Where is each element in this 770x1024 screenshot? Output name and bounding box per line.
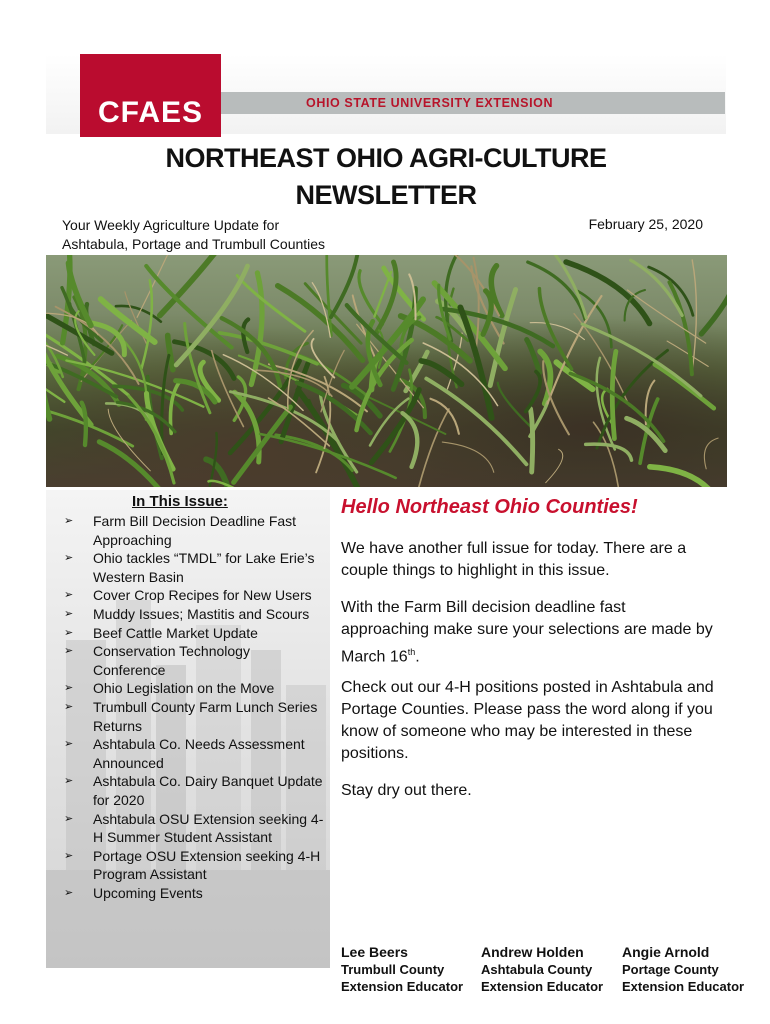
educator-role: Extension Educator xyxy=(341,979,464,994)
grass-blade xyxy=(704,438,718,469)
toc-item xyxy=(62,847,324,884)
educator-name: Angie Arnold xyxy=(622,944,710,960)
signature-block xyxy=(481,944,621,995)
arrowhead-bullet-icon: ➢ xyxy=(64,886,74,899)
educator-county: Ashtabula County xyxy=(481,962,593,977)
educator-county: Trumbull County xyxy=(341,962,445,977)
toc-item xyxy=(62,735,324,772)
toc-item-label: Ashtabula Co. Needs Assessment Announced xyxy=(93,736,305,771)
newsletter-subtitle xyxy=(62,216,392,254)
grass-blade xyxy=(628,290,706,343)
arrowhead-bullet-icon: ➢ xyxy=(64,700,74,713)
title-line-1: NORTHEAST OHIO AGRI-CULTURE xyxy=(165,143,607,173)
toc-item-label: Ashtabula OSU Extension seeking 4-H Summer Student Assistant xyxy=(93,810,324,846)
arrowhead-bullet-icon: ➢ xyxy=(64,645,74,658)
table-of-contents xyxy=(62,512,324,902)
issue-date: February 25, 2020 xyxy=(588,216,703,232)
intro-paragraph: We have another full issue for today. There are a couple things to highlight in this issue. xyxy=(341,540,687,579)
toc-item-label: Ashtabula Co. Dairy Banquet Update for 2020 xyxy=(93,773,323,808)
closing-paragraph: Stay dry out there. xyxy=(341,782,472,799)
grass-blade xyxy=(442,442,494,472)
grass-blade xyxy=(586,444,632,460)
arrowhead-bullet-icon: ➢ xyxy=(64,849,74,862)
arrowhead-bullet-icon: ➢ xyxy=(64,589,74,602)
toc-item-label: Beef Cattle Market Update xyxy=(93,624,258,641)
educator-name: Lee Beers xyxy=(341,944,408,960)
toc-item xyxy=(62,772,324,809)
grass-blade xyxy=(176,381,215,402)
grass-hero-image xyxy=(46,255,727,487)
arrowhead-bullet-icon: ➢ xyxy=(64,552,74,565)
arrowhead-bullet-icon: ➢ xyxy=(64,775,74,788)
grass-blade xyxy=(137,255,180,317)
grass-blade xyxy=(331,255,359,317)
extension-label: OHIO STATE UNIVERSITY EXTENSION xyxy=(306,96,554,110)
signature-block xyxy=(341,944,481,995)
arrowhead-bullet-icon: ➢ xyxy=(64,515,74,527)
farm-bill-text: With the Farm Bill decision deadline fast approaching make sure your selections are made by March 16 xyxy=(341,599,713,666)
toc-item xyxy=(62,642,324,679)
toc-item-label: Trumbull County Farm Lunch Series Returns xyxy=(93,698,318,734)
educator-county: Portage County xyxy=(622,962,719,977)
toc-item-label: Upcoming Events xyxy=(93,884,203,901)
cfaes-logo xyxy=(80,54,221,137)
arrowhead-bullet-icon: ➢ xyxy=(64,626,74,639)
toc-item xyxy=(62,512,324,549)
signature-block xyxy=(622,944,762,995)
greeting-heading: Hello Northeast Ohio Counties! xyxy=(341,496,638,518)
toc-item-label: Conservation Technology Conference xyxy=(93,643,250,678)
grass-blade xyxy=(701,265,727,334)
grass-blade xyxy=(546,449,563,482)
in-this-issue-heading: In This Issue: xyxy=(132,493,228,510)
grass-blade xyxy=(142,280,152,368)
toc-item-label: Ohio tackles “TMDL” for Lake Erie’s Western Basin xyxy=(93,550,315,585)
arrowhead-bullet-icon: ➢ xyxy=(64,607,74,620)
toc-item xyxy=(62,605,324,624)
grass-blade xyxy=(168,335,173,369)
toc-item xyxy=(62,586,324,605)
grass-blade xyxy=(223,355,303,411)
arrowhead-bullet-icon: ➢ xyxy=(64,682,74,695)
subtitle-line-1: Your Weekly Agriculture Update for xyxy=(62,217,280,233)
newsletter-title xyxy=(46,140,726,214)
toc-item xyxy=(62,698,324,735)
grass-blade xyxy=(649,267,693,315)
grass-blade xyxy=(162,355,169,453)
toc-item xyxy=(62,624,324,643)
educator-role: Extension Educator xyxy=(622,979,745,994)
toc-item-label: Farm Bill Decision Deadline Fast Approaching xyxy=(93,513,297,548)
grass-blades-graphic xyxy=(46,255,727,487)
grass-blade xyxy=(526,372,540,412)
logo-text: CFAES xyxy=(97,95,204,129)
subtitle-line-2: Ashtabula, Portage and Trumbull Counties xyxy=(62,236,326,252)
toc-item xyxy=(62,810,324,847)
ordinal-suffix: th xyxy=(407,647,416,657)
toc-item-label: Portage OSU Extension seeking 4-H Program Assistant xyxy=(93,847,321,883)
arrowhead-bullet-icon: ➢ xyxy=(64,738,74,751)
grass-blade xyxy=(298,390,358,487)
grass-blade xyxy=(527,340,540,373)
toc-item xyxy=(62,549,324,586)
educator-role: Extension Educator xyxy=(481,979,604,994)
toc-item-label: Muddy Issues; Mastitis and Scours xyxy=(93,605,310,622)
title-line-2: NEWSLETTER xyxy=(295,180,477,210)
grass-blade xyxy=(417,409,449,487)
toc-item-label: Cover Crop Recipes for New Users xyxy=(93,587,312,604)
grass-blade xyxy=(670,282,692,374)
farm-bill-period: . xyxy=(415,648,420,666)
toc-item-label: Ohio Legislation on the Move xyxy=(93,680,275,697)
grass-blade xyxy=(655,365,714,409)
educator-name: Andrew Holden xyxy=(481,944,584,960)
farm-bill-paragraph xyxy=(341,597,716,668)
toc-item xyxy=(62,884,324,903)
arrowhead-bullet-icon: ➢ xyxy=(64,812,74,825)
four-h-paragraph: Check out our 4-H positions posted in Ashtabula and Portage Counties. Please pass the word along if you know of someone who may be interested in these positions. xyxy=(341,679,714,762)
grass-blade xyxy=(359,271,382,325)
grass-blade xyxy=(650,467,712,487)
grass-blade xyxy=(531,409,533,472)
grass-blade xyxy=(99,442,162,487)
grass-blade xyxy=(146,266,231,348)
toc-item xyxy=(62,679,324,698)
